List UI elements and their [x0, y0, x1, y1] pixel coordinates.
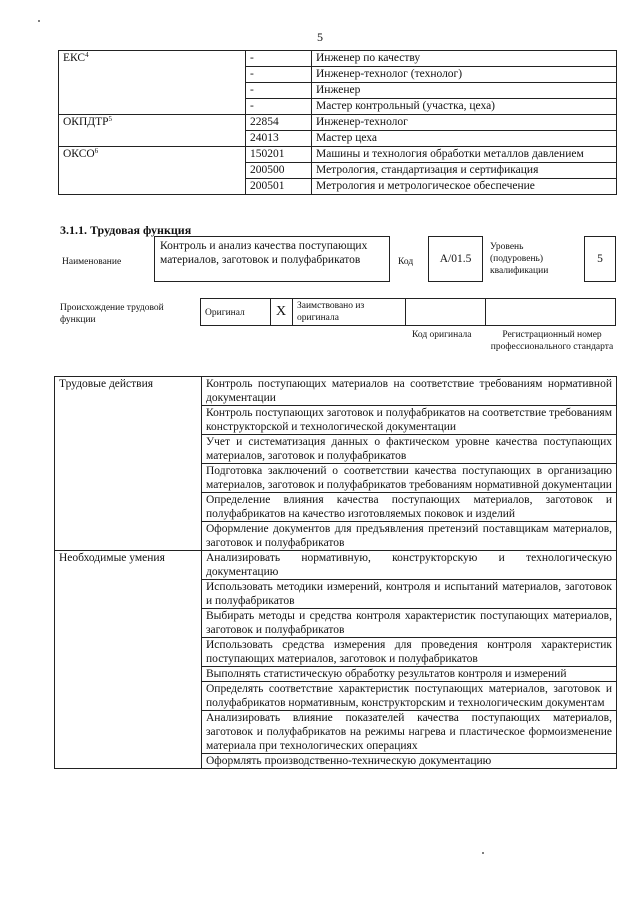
- level-label: Уровень (подуровень) квалификации: [490, 242, 549, 276]
- mark-cell-divider: [292, 298, 293, 326]
- classifier-title: Метрология и метрологическое обеспечение: [312, 179, 617, 195]
- function-code-box: [428, 236, 483, 282]
- section-title: 3.1.1. Трудовая функция: [60, 223, 192, 237]
- required-skill: Определять соответствие характеристик поступающих материалов, заготовок и полуфабрикатов нормативным, конструкторским и технологическим документам: [202, 682, 617, 711]
- classifier-name-cell: [59, 51, 246, 115]
- labor-action: Контроль поступающих материалов на соответствие требованиям нормативной документации: [202, 377, 617, 406]
- code-cell-divider: [485, 298, 486, 326]
- reg-number-caption: Регистрационный номер профессионального стандарта: [490, 330, 614, 352]
- required-skill: Выбирать методы и средства контроля характеристик поступающих материалов, заготовок и полуфабрикатов: [202, 609, 617, 638]
- labor-action: Подготовка заключений о соответствии качества поступающих в организацию материалов, заготовок и полуфабрикатов требованиям нормативной документации: [202, 464, 617, 493]
- level-box: [584, 236, 616, 282]
- classification-row: [59, 51, 617, 67]
- required-skill: Использовать методики измерений, контроля и испытаний материалов, заготовок и полуфабрикатов: [202, 580, 617, 609]
- name-label: Наименование: [62, 257, 122, 267]
- footnote-ref: 4: [85, 51, 89, 59]
- original-mark: X: [276, 304, 287, 319]
- required-skill: Анализировать нормативную, конструкторскую и технологическую документацию: [202, 551, 617, 580]
- function-name: Контроль и анализ качества поступающих материалов, заготовок и полуфабрикатов: [160, 240, 368, 266]
- labor-action: Учет и систематизация данных о фактическом уровне качества поступающих материалов, заготовок и полуфабрикатов: [202, 435, 617, 464]
- labor-action: Оформление документов для предъявления претензий поставщикам материалов, заготовок и полуфабрикатов: [202, 522, 617, 551]
- scan-mark: [38, 20, 40, 22]
- classifier-code: 150201: [246, 147, 312, 163]
- classifier-code: 24013: [246, 131, 312, 147]
- labor-action: Определение влияния качества поступающих материалов, заготовок и полуфабрикатов на качество изготовляемых поковок и изделий: [202, 493, 617, 522]
- function-code: А/01.5: [439, 253, 472, 265]
- classifier-name-cell: [59, 147, 246, 195]
- classification-row: [59, 115, 617, 131]
- actions-skills-table: [54, 376, 617, 769]
- required-skill: Анализировать влияние показателей качества поступающих материалов, заготовок и полуфабрикатов на режимы нагрева и пластическое формоизменение материала при технологических операциях: [202, 711, 617, 754]
- labor-action: Контроль поступающих заготовок и полуфабрикатов на соответствие требованиям конструкторской и технологической документации: [202, 406, 617, 435]
- classifier-title: Машины и технология обработки металлов давлением: [312, 147, 617, 163]
- required-skill-row: [55, 551, 617, 580]
- level-value: 5: [597, 253, 603, 265]
- classifier-code: -: [246, 99, 312, 115]
- classifier-code: -: [246, 67, 312, 83]
- classifier-code: 200500: [246, 163, 312, 179]
- code-label: Код: [398, 257, 414, 267]
- classifier-code: 22854: [246, 115, 312, 131]
- classifier-code: 200501: [246, 179, 312, 195]
- classifier-name: ЕКС: [63, 52, 86, 64]
- classification-table: [58, 50, 617, 195]
- origin-strip: [200, 298, 616, 326]
- classifier-name: ОКПДТР: [63, 116, 109, 128]
- labor-action-row: [55, 377, 617, 406]
- required-skill-category: Необходимые умения: [55, 551, 202, 769]
- required-skill: Использовать средства измерения для проведения контроля характеристик поступающих материалов, заготовок и полуфабрикатов: [202, 638, 617, 667]
- footnote-ref: 6: [94, 147, 99, 155]
- original-cell-divider: [270, 298, 271, 326]
- scan-mark: [482, 852, 484, 854]
- footnote-ref: 5: [108, 115, 113, 123]
- origin-label: Происхождение трудовой функции: [60, 303, 164, 325]
- classifier-title: Мастер цеха: [312, 131, 617, 147]
- labor-action-category: Трудовые действия: [55, 377, 202, 551]
- classifier-title: Метрология, стандартизация и сертификация: [312, 163, 617, 179]
- function-name-box: [154, 236, 390, 282]
- classifier-title: Инженер-технолог (технолог): [312, 67, 617, 83]
- borrowed-cell-divider: [405, 298, 406, 326]
- classifier-title: Инженер: [312, 83, 617, 99]
- required-skill: Оформлять производственно-техническую документацию: [202, 754, 617, 769]
- classifier-title: Инженер-технолог: [312, 115, 617, 131]
- classifier-name: ОКСО: [63, 148, 95, 160]
- original-label: Оригинал: [205, 308, 245, 318]
- classifier-code: -: [246, 83, 312, 99]
- borrowed-label: Заимствовано из оригинала: [297, 301, 365, 323]
- required-skill: Выполнять статистическую обработку результатов контроля и измерений: [202, 667, 617, 682]
- page-number: 5: [317, 30, 323, 44]
- classifier-name-cell: [59, 115, 246, 147]
- classification-row: [59, 147, 617, 163]
- classifier-code: -: [246, 51, 312, 67]
- original-code-caption: Код оригинала: [412, 330, 472, 340]
- classifier-title: Инженер по качеству: [312, 51, 617, 67]
- classifier-title: Мастер контрольный (участка, цеха): [312, 99, 617, 115]
